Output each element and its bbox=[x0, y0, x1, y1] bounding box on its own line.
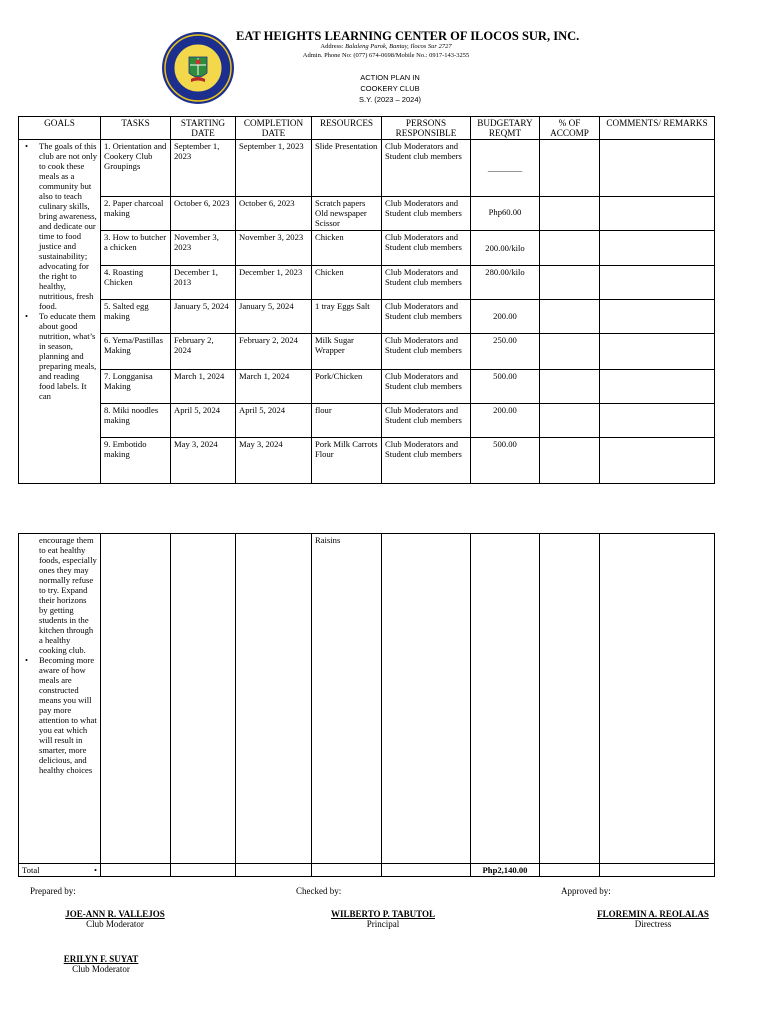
school-name: EAT HEIGHTS LEARNING CENTER OF ILOCOS SUR, INC. bbox=[236, 29, 580, 43]
col-completion-date: COMPLETION DATE bbox=[236, 117, 312, 140]
persons-cell: Club Moderators and Student club members bbox=[382, 334, 471, 370]
start-date-cell: December 1, 2013 bbox=[171, 266, 236, 300]
task-cell: 3. How to butcher a chicken bbox=[101, 231, 171, 266]
goals-cell bbox=[19, 140, 101, 484]
end-date-cell: September 1, 2023 bbox=[236, 140, 312, 197]
table-row bbox=[19, 231, 715, 266]
accomp-cell bbox=[540, 404, 600, 438]
task-cell: 1. Orientation and Cookery Club Groupings bbox=[101, 140, 171, 197]
remarks-cell bbox=[600, 197, 715, 231]
task-cell: • 4. Roasting Chicken bbox=[101, 266, 171, 300]
col-budgetary-reqmt: BUDGETARY REQMT bbox=[471, 117, 540, 140]
budget-cell: 200.00/kilo bbox=[471, 231, 540, 266]
start-date-cell bbox=[171, 534, 236, 864]
budget-cell: 200.00 bbox=[471, 404, 540, 438]
task-cell: 2. Paper charcoal making bbox=[101, 197, 171, 231]
col-tasks: TASKS bbox=[101, 117, 171, 140]
document-titles bbox=[310, 72, 470, 105]
start-date-cell: May 3, 2024 bbox=[171, 438, 236, 484]
col-goals: GOALS bbox=[19, 117, 101, 140]
end-date-cell: October 6, 2023 bbox=[236, 197, 312, 231]
start-date-cell: September 1, 2023 bbox=[171, 140, 236, 197]
signatory-block bbox=[576, 909, 730, 929]
signatory-role: Principal bbox=[366, 919, 400, 929]
col-percent-accomplished: % OF ACCOMP bbox=[540, 117, 600, 140]
resources-cell: Chicken bbox=[312, 266, 382, 300]
goal-item: • Becoming more aware of how meals are constructed means you will pay more attention to what you eat which will result in smarter, more delicious, and healthy choices bbox=[22, 655, 97, 775]
start-date-cell: March 1, 2024 bbox=[171, 370, 236, 404]
table-row bbox=[19, 300, 715, 334]
doc-title: ACTION PLAN IN bbox=[360, 73, 420, 82]
accomp-cell bbox=[540, 266, 600, 300]
persons-cell: Club Moderators and Student club members bbox=[382, 197, 471, 231]
table-row bbox=[19, 266, 715, 300]
accomp-cell bbox=[540, 438, 600, 484]
end-date-cell: December 1, 2023 bbox=[236, 266, 312, 300]
accomp-cell bbox=[540, 334, 600, 370]
start-date-cell: October 6, 2023 bbox=[171, 197, 236, 231]
budget-cell: 500.00 bbox=[471, 438, 540, 484]
checked-by-label: Checked by: bbox=[296, 886, 342, 896]
signatory-name: ERILYN F. SUYAT bbox=[63, 954, 139, 964]
table-row bbox=[19, 404, 715, 438]
end-date-cell bbox=[236, 534, 312, 864]
persons-cell: Club Moderators and Student club members bbox=[382, 300, 471, 334]
signatory-block bbox=[305, 909, 461, 929]
empty-cell bbox=[236, 864, 312, 877]
persons-cell: Club Moderators and Student club members bbox=[382, 266, 471, 300]
table-header-row bbox=[19, 117, 715, 140]
goal-item: • The goals of this club are not only to cook these meals as a community but also to teach culinary skills, bring awareness, and dedicate our time to food justice and sustainability; advocating for the right to healthy, nutritious, fresh food. bbox=[22, 141, 97, 311]
resources-cell: Pork/Chicken bbox=[312, 370, 382, 404]
budget-cell: 280.00/kilo bbox=[471, 266, 540, 300]
remarks-cell bbox=[600, 334, 715, 370]
remarks-cell bbox=[600, 140, 715, 197]
budget-cell: Php60.00 bbox=[471, 197, 540, 231]
resources-cell: Scratch papers Old newspaper Scissor bbox=[312, 197, 382, 231]
resources-cell: flour bbox=[312, 404, 382, 438]
budget-cell: ________ bbox=[471, 140, 540, 197]
end-date-cell: April 5, 2024 bbox=[236, 404, 312, 438]
approved-by-label: Approved by: bbox=[561, 886, 611, 896]
end-date-cell: March 1, 2024 bbox=[236, 370, 312, 404]
remarks-cell bbox=[600, 534, 715, 864]
remarks-cell bbox=[600, 370, 715, 404]
action-plan-table bbox=[18, 116, 715, 484]
accomp-cell bbox=[540, 140, 600, 197]
accomp-cell bbox=[540, 300, 600, 334]
accomp-cell bbox=[540, 370, 600, 404]
remarks-cell bbox=[600, 300, 715, 334]
goal-continuation: encourage them to eat healthy foods, especially ones they may normally refuse to try. Expand their horizons by getting students in the kitchen through a healthy cooking club. bbox=[39, 535, 97, 655]
empty-cell bbox=[171, 864, 236, 877]
col-resources: RESOURCES bbox=[312, 117, 382, 140]
club-name: COOKERY CLUB bbox=[360, 84, 420, 93]
signatory-role: Directress bbox=[634, 919, 672, 929]
persons-cell: Club Moderators and Student club members bbox=[382, 370, 471, 404]
table-row bbox=[19, 334, 715, 370]
goals-cell bbox=[19, 534, 101, 864]
table-row bbox=[19, 534, 715, 864]
empty-cell bbox=[540, 864, 600, 877]
resources-cell: Chicken bbox=[312, 231, 382, 266]
start-date-cell: January 5, 2024 bbox=[171, 300, 236, 334]
school-address bbox=[236, 43, 536, 60]
task-cell: • 5. Salted egg making bbox=[101, 300, 171, 334]
goal-item: • To educate them about good nutrition, what’s in season, planning and preparing meals, and reading food labels. It can bbox=[22, 311, 97, 401]
signatory-name: FLOREMIN A. REOLALAS bbox=[597, 909, 709, 919]
resources-cell: Raisins bbox=[312, 534, 382, 864]
signatory-block bbox=[40, 909, 190, 929]
accomp-cell bbox=[540, 534, 600, 864]
empty-cell bbox=[312, 864, 382, 877]
action-plan-table-continued bbox=[18, 533, 715, 877]
budget-cell: 200.00 bbox=[471, 300, 540, 334]
table-row bbox=[19, 370, 715, 404]
resources-cell: 1 tray Eggs Salt bbox=[312, 300, 382, 334]
start-date-cell: April 5, 2024 bbox=[171, 404, 236, 438]
accomp-cell bbox=[540, 197, 600, 231]
signatory-role: Club Moderator bbox=[72, 964, 130, 974]
end-date-cell: May 3, 2024 bbox=[236, 438, 312, 484]
school-seal-logo bbox=[161, 31, 235, 105]
persons-cell: Club Moderators and Student club members bbox=[382, 404, 471, 438]
resources-cell: Pork Milk Carrots Flour bbox=[312, 438, 382, 484]
task-cell: • 9. Embotido making bbox=[101, 438, 171, 484]
end-date-cell: February 2, 2024 bbox=[236, 334, 312, 370]
bullet-mark: • bbox=[93, 865, 97, 875]
table-row bbox=[19, 140, 715, 197]
task-cell: • 7. Longganisa Making bbox=[101, 370, 171, 404]
total-label-cell bbox=[19, 864, 101, 877]
total-amount: Php2,140.00 bbox=[471, 864, 540, 877]
budget-cell bbox=[471, 534, 540, 864]
col-persons-responsible: PERSONS RESPONSIBLE bbox=[382, 117, 471, 140]
persons-cell: Club Moderators and Student club members bbox=[382, 231, 471, 266]
end-date-cell: January 5, 2024 bbox=[236, 300, 312, 334]
remarks-cell bbox=[600, 231, 715, 266]
task-cell: • 8. Miki noodles making bbox=[101, 404, 171, 438]
prepared-by-label: Prepared by: bbox=[30, 886, 76, 896]
empty-cell bbox=[101, 864, 171, 877]
task-cell: • 6. Yema/Pastillas Making bbox=[101, 334, 171, 370]
persons-cell: Club Moderators and Student club members bbox=[382, 438, 471, 484]
col-comments-remarks: COMMENTS/ REMARKS bbox=[600, 117, 715, 140]
signatory-role: Club Moderator bbox=[86, 919, 144, 929]
address-text: Balaleng Purok, Bantay, Ilocos Sur 2727 bbox=[345, 43, 452, 50]
remarks-cell bbox=[600, 266, 715, 300]
start-date-cell: February 2, 2024 bbox=[171, 334, 236, 370]
budget-cell: 250.00 bbox=[471, 334, 540, 370]
total-label: Total bbox=[22, 865, 40, 875]
persons-cell: Club Moderators and Student club members bbox=[382, 140, 471, 197]
signatory-name: WILBERTO P. TABUTOL bbox=[331, 909, 435, 919]
signatory-block bbox=[40, 954, 162, 974]
remarks-cell bbox=[600, 438, 715, 484]
address-label: Address: bbox=[320, 43, 344, 50]
school-year: S.Y. (2023 – 2024) bbox=[359, 95, 421, 104]
persons-cell bbox=[382, 534, 471, 864]
empty-cell bbox=[600, 864, 715, 877]
budget-cell: 500.00 bbox=[471, 370, 540, 404]
accomp-cell bbox=[540, 231, 600, 266]
start-date-cell: November 3, 2023 bbox=[171, 231, 236, 266]
empty-cell bbox=[382, 864, 471, 877]
resources-cell: Milk Sugar Wrapper bbox=[312, 334, 382, 370]
table-row bbox=[19, 438, 715, 484]
signatory-name: JOE-ANN R. VALLEJOS bbox=[65, 909, 165, 919]
task-cell bbox=[101, 534, 171, 864]
contact-numbers: Admin. Phone No: (077) 674-0698/Mobile No.: 0917-143-3255 bbox=[302, 51, 470, 59]
table-row bbox=[19, 197, 715, 231]
remarks-cell bbox=[600, 404, 715, 438]
col-starting-date: STARTING DATE bbox=[171, 117, 236, 140]
total-row bbox=[19, 864, 715, 877]
end-date-cell: November 3, 2023 bbox=[236, 231, 312, 266]
resources-cell: Slide Presentation bbox=[312, 140, 382, 197]
